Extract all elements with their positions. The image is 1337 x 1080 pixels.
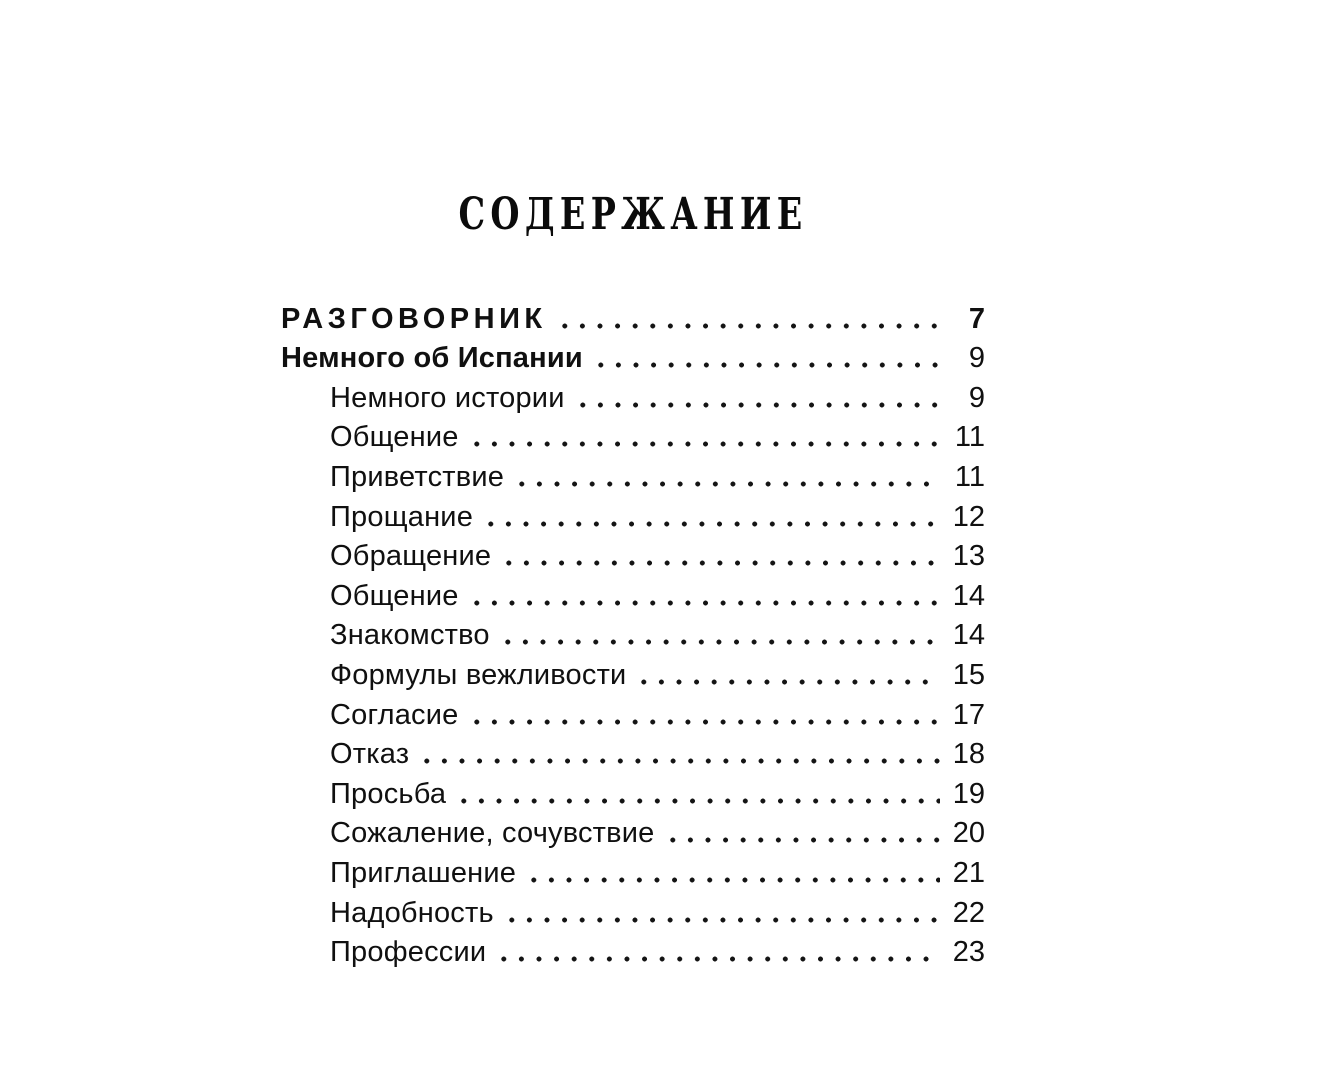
toc-entry-label: Профессии <box>330 936 487 969</box>
dot-leader <box>590 342 940 375</box>
toc-entry-page-number: 15 <box>952 658 985 691</box>
dot-leader <box>523 857 940 890</box>
toc-entry <box>281 573 985 613</box>
dot-leader <box>501 897 940 930</box>
toc-entry-page-number: 18 <box>952 738 985 771</box>
toc-entry <box>281 534 985 574</box>
dot-leader <box>416 738 940 771</box>
toc-entry-label: Обращение <box>330 540 492 573</box>
toc-entry-page-number: 14 <box>952 619 985 652</box>
toc-entry <box>281 652 985 692</box>
dot-leader <box>498 540 940 573</box>
dot-leader <box>480 501 940 534</box>
toc-entry <box>281 692 985 732</box>
toc-entry-label: Общение <box>330 421 459 454</box>
toc-entry-page-number: 23 <box>952 936 985 969</box>
toc-entry-page-number: 21 <box>952 856 985 889</box>
toc-entry <box>281 930 985 970</box>
toc-entry-label: Немного об Испании <box>281 342 583 375</box>
toc-entry-label: Прощание <box>330 500 474 533</box>
toc-entry-page-number: 11 <box>954 421 985 454</box>
toc-entry-label: Общение <box>330 579 459 612</box>
toc-entry <box>281 336 985 376</box>
dot-leader <box>662 817 940 850</box>
toc-entry-page-number: 14 <box>952 579 985 612</box>
toc-list <box>281 296 985 969</box>
toc-entry <box>281 890 985 930</box>
toc-entry-label: Отказ <box>330 738 410 771</box>
dot-leader <box>554 303 940 336</box>
dot-leader <box>497 619 940 652</box>
toc-entry-page-number: 9 <box>968 381 985 414</box>
toc-entry <box>281 375 985 415</box>
toc-entry-page-number: 22 <box>952 896 985 929</box>
dot-leader <box>511 461 940 494</box>
toc-entry-label: Согласие <box>330 698 459 731</box>
toc-entry <box>281 811 985 851</box>
toc-entry <box>281 296 985 336</box>
toc-entry-page-number: 12 <box>952 500 985 533</box>
toc-entry-label: Приветствие <box>330 460 505 493</box>
page-title: СОДЕРЖАНИЕ <box>458 189 808 240</box>
toc-entry <box>281 454 985 494</box>
dot-leader <box>453 778 940 811</box>
dot-leader <box>466 580 940 613</box>
toc-entry <box>281 732 985 772</box>
dot-leader <box>633 659 940 692</box>
toc-entry <box>281 613 985 653</box>
toc-entry-page-number: 17 <box>952 698 985 731</box>
toc-content <box>281 190 985 969</box>
toc-entry-page-number: 19 <box>952 777 985 810</box>
toc-entry-label: Просьба <box>330 777 447 810</box>
toc-entry <box>281 771 985 811</box>
dot-leader <box>572 382 940 415</box>
toc-entry-label: Немного истории <box>330 381 565 414</box>
toc-entry-page-number: 7 <box>968 302 985 335</box>
dot-leader <box>466 699 941 732</box>
toc-entry-label: Надобность <box>330 896 494 929</box>
toc-entry <box>281 415 985 455</box>
toc-entry-label: Сожаление, сочувствие <box>330 817 655 850</box>
dot-leader <box>466 421 940 454</box>
toc-entry-page-number: 9 <box>968 342 985 375</box>
toc-entry-label: РАЗГОВОРНИК <box>281 302 547 335</box>
toc-entry <box>281 850 985 890</box>
toc-entry-label: Формулы вежливости <box>330 658 627 691</box>
dot-leader <box>493 936 940 969</box>
toc-entry-page-number: 11 <box>954 460 985 493</box>
toc-entry-page-number: 20 <box>952 817 985 850</box>
toc-entry-label: Приглашение <box>330 856 517 889</box>
toc-entry-label: Знакомство <box>330 619 490 652</box>
toc-entry-page-number: 13 <box>952 540 985 573</box>
toc-entry <box>281 494 985 534</box>
